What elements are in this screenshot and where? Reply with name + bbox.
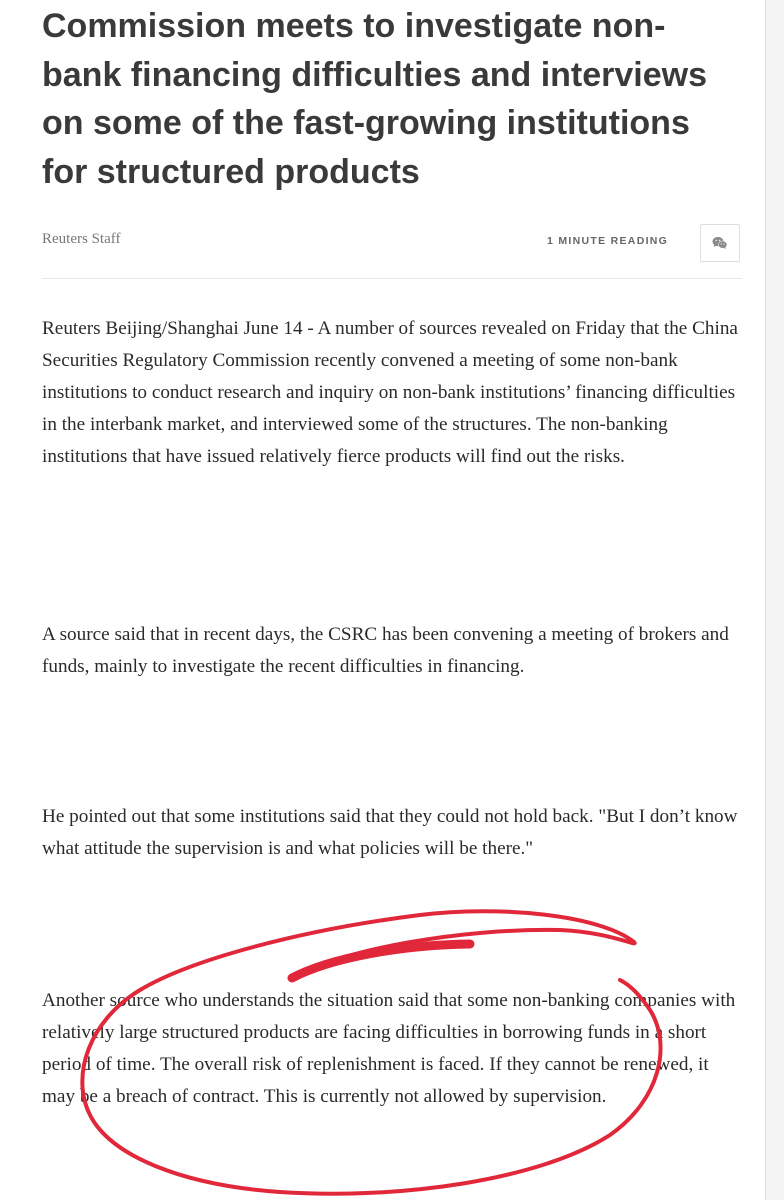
article-paragraph: A source said that in recent days, the CSRC has been convening a meeting of brokers and funds, mainly to investigate the recent difficulties in financing. bbox=[42, 624, 729, 677]
reading-time: 1 MINUTE READING bbox=[547, 235, 669, 247]
wechat-share-button[interactable] bbox=[700, 224, 740, 262]
article-paragraph: He pointed out that some institutions said that they could not hold back. "But I don’t know what attitude the supervision is and what policies will be there." bbox=[42, 806, 738, 859]
article-meta bbox=[42, 224, 742, 264]
wechat-icon bbox=[712, 236, 728, 250]
meta-divider bbox=[42, 278, 742, 279]
article-paragraph: Another source who understands the situation said that some non-banking companies with relatively large structured products are facing difficulties in borrowing funds in a short period of time. The overall risk of replenishment is faced. If they cannot be renewed, it may be a breach of contract. This is currently not allowed by supervision. bbox=[42, 990, 736, 1107]
page-gutter bbox=[766, 0, 784, 1200]
byline: Reuters Staff bbox=[42, 231, 121, 247]
article-headline: Commission meets to investigate non-bank financing difficulties and interviews on some of the fast-growing institutions for structured products bbox=[42, 7, 708, 191]
article-paragraph: Reuters Beijing/Shanghai June 14 - A number of sources revealed on Friday that the China Securities Regulatory Commission recently convened a meeting of some non-bank institutions to conduct research and inquiry on non-bank institutions’ financing difficulties in the interbank market, and interviewed some of the structures. The non-banking institutions that have issued relatively fierce products will find out the risks. bbox=[42, 318, 738, 467]
